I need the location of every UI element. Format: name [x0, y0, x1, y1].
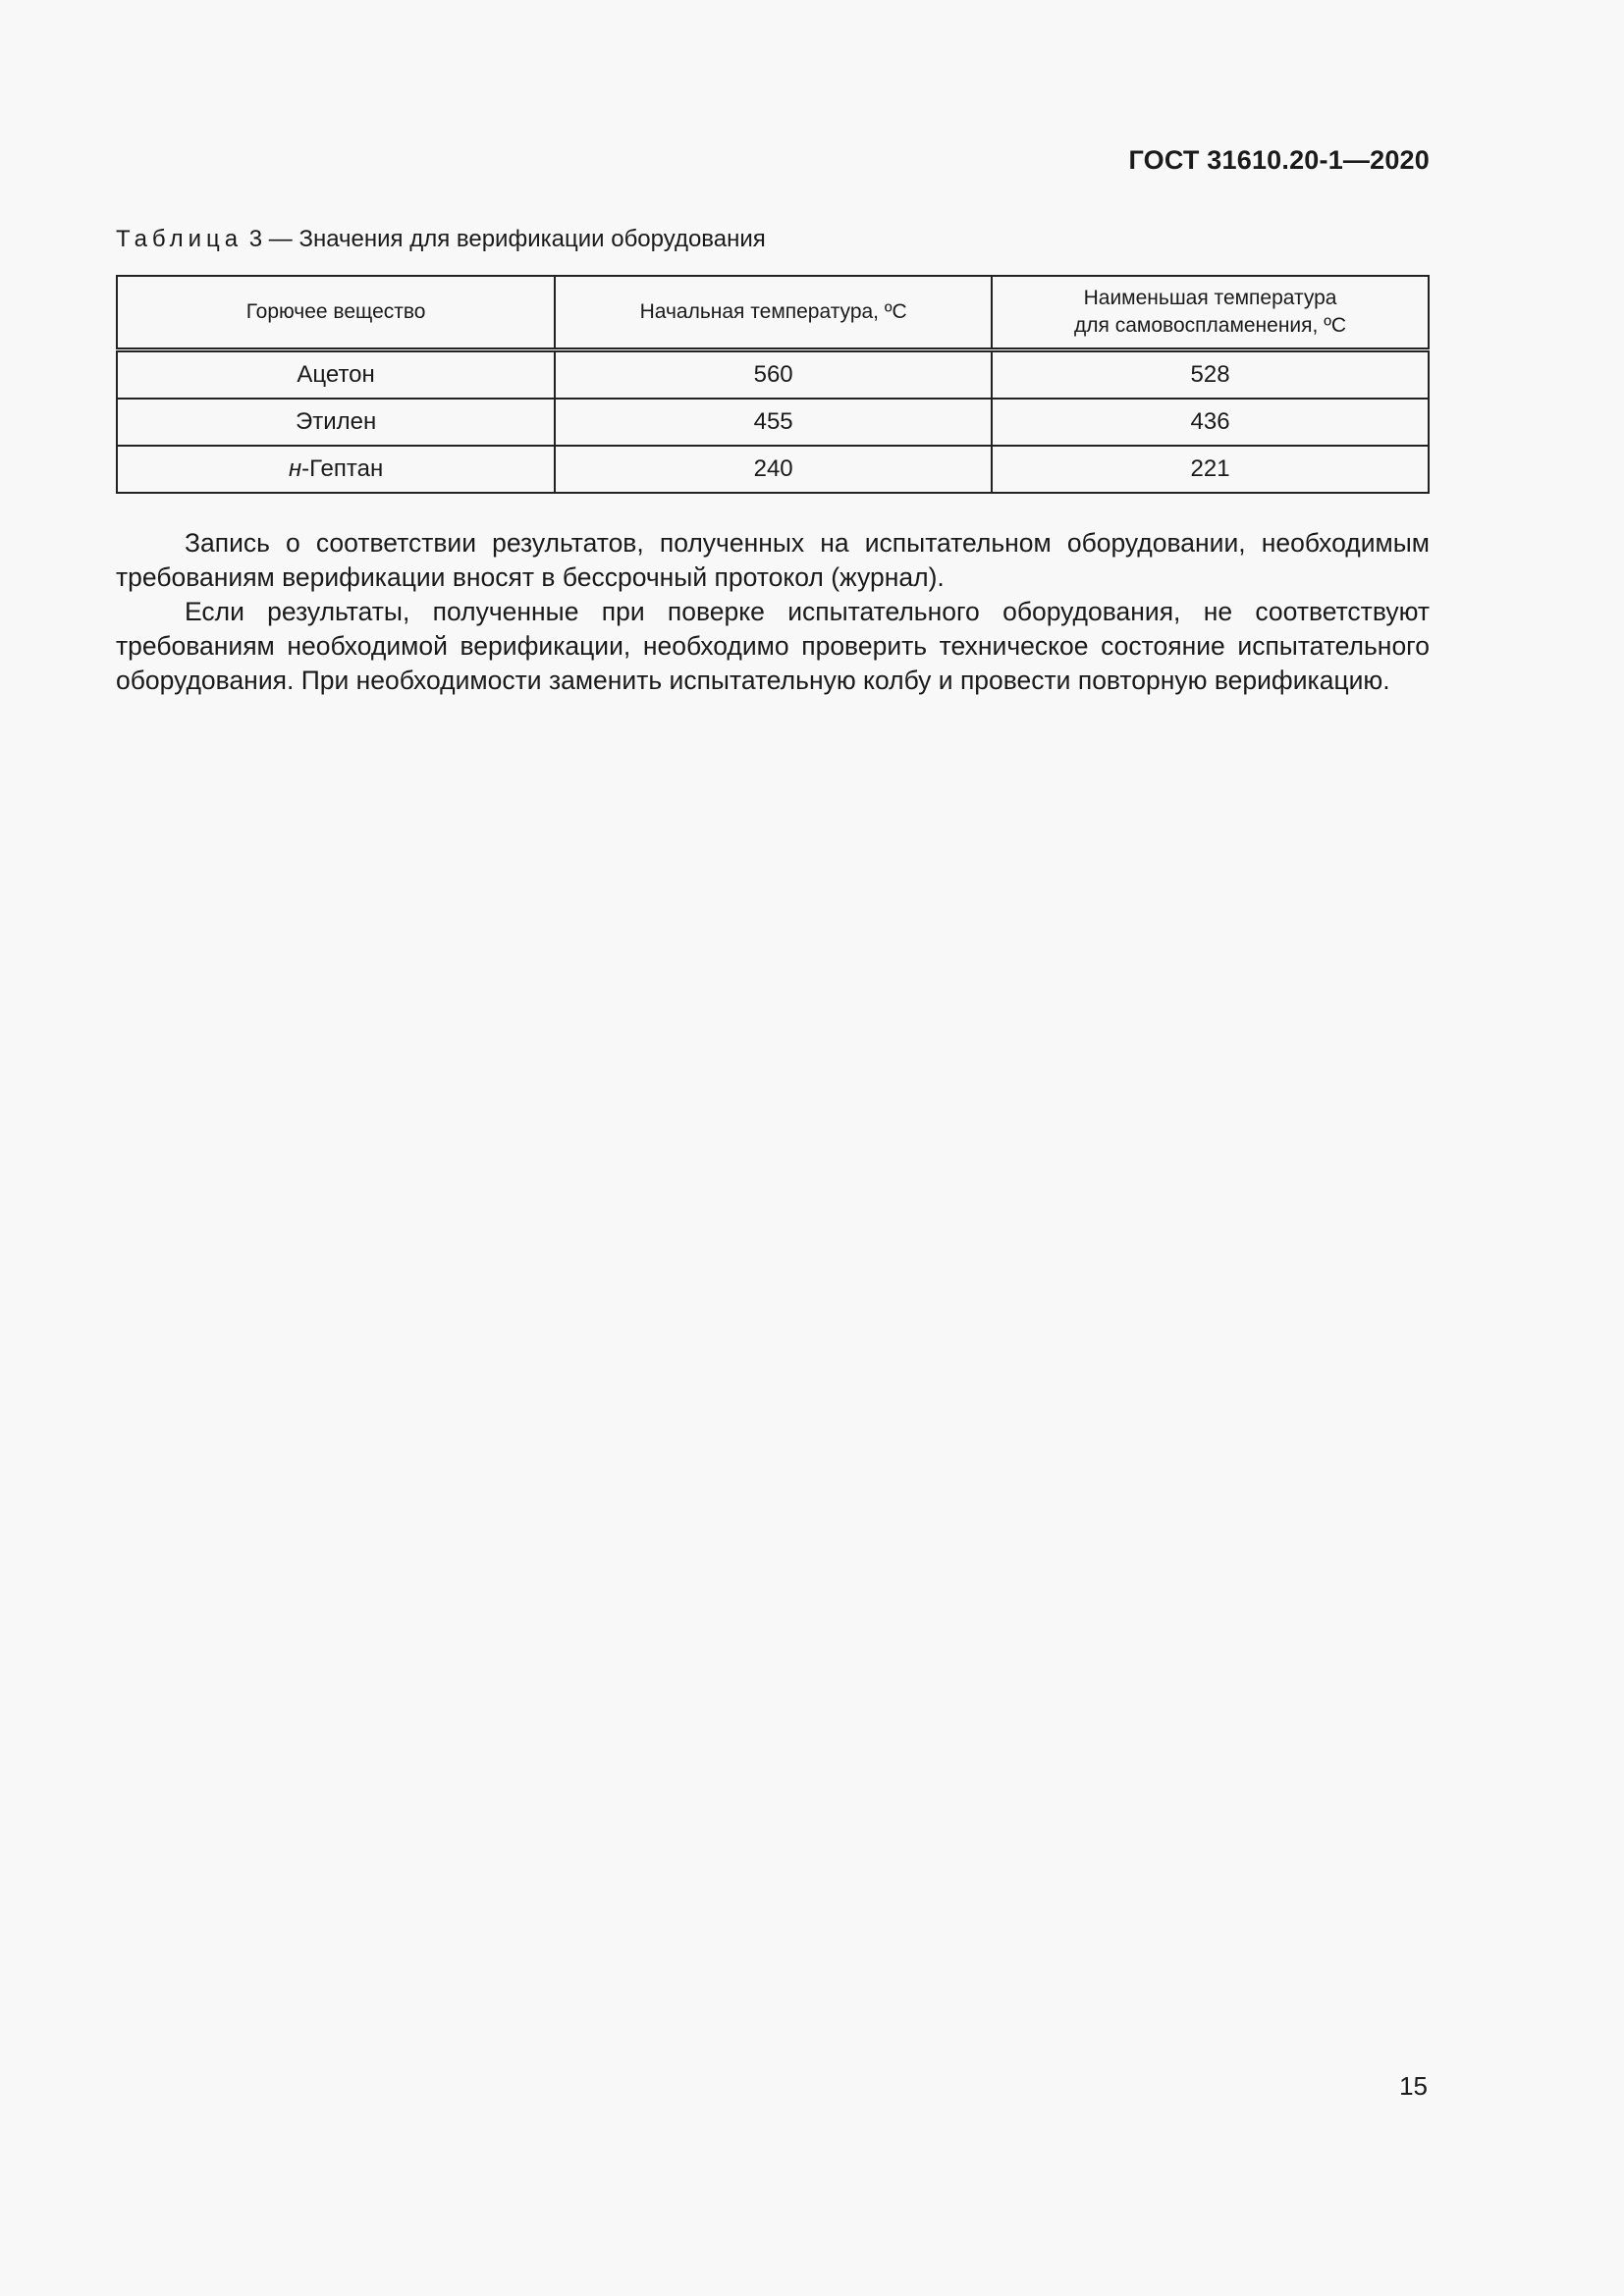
page-number: 15 [1399, 2071, 1428, 2101]
cell-substance [117, 399, 555, 446]
header-min-autoignition-line1: Наименьшая температура [1083, 287, 1337, 309]
table-caption [116, 226, 766, 253]
header-initial-temp: Начальная температура, ºС [555, 276, 992, 350]
cell-substance [117, 446, 555, 493]
cell-substance [117, 350, 555, 400]
table-caption-prefix: Таблица [116, 226, 244, 252]
header-substance: Горючее вещество [117, 276, 555, 350]
verification-table [116, 275, 1430, 494]
table-caption-text: 3 — Значения для верификации оборудования [243, 226, 766, 252]
substance-name: -Гептан [301, 455, 384, 482]
header-min-autoignition-line2: для самовоспламенения, ºС [1074, 314, 1347, 337]
cell-initial-temp: 560 [555, 350, 992, 400]
body-text [116, 526, 1430, 698]
header-min-autoignition-temp [992, 276, 1429, 350]
document-id: ГОСТ 31610.20-1—2020 [1128, 145, 1430, 175]
paragraph: Запись о соответствии результатов, полученных на испытательном оборудовании, необходимым требованиям верификации вносят в бессрочный протокол (журнал). [116, 528, 1430, 592]
substance-prefix: н [288, 455, 302, 482]
paragraph: Если результаты, полученные при поверке испытательного оборудования, не соответствуют требованиям необходимой верификации, необходимо проверить техническое состояние испытательного оборудования. При необходимости заменить испытательную колбу и провести повторную верификацию. [116, 597, 1430, 695]
table-header-row [117, 276, 1429, 350]
cell-min-autoignition-temp: 221 [992, 446, 1429, 493]
cell-min-autoignition-temp: 528 [992, 350, 1429, 400]
table-row [117, 350, 1429, 400]
substance-name: Ацетон [297, 361, 375, 388]
cell-min-autoignition-temp: 436 [992, 399, 1429, 446]
cell-initial-temp: 240 [555, 446, 992, 493]
table-row [117, 446, 1429, 493]
substance-name: Этилен [295, 408, 377, 435]
cell-initial-temp: 455 [555, 399, 992, 446]
table-row [117, 399, 1429, 446]
